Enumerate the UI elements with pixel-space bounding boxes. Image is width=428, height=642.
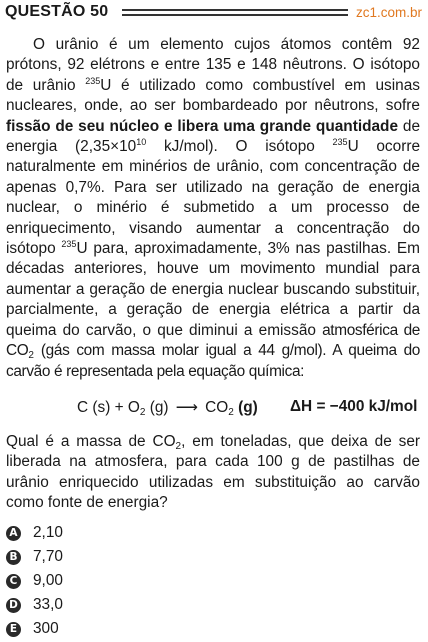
option-c-letter-icon: C	[6, 574, 21, 589]
header-divider-lines	[122, 9, 348, 16]
option-c[interactable]	[6, 569, 63, 593]
energy-exponent: 10	[136, 137, 147, 148]
answer-options	[6, 521, 63, 641]
product-co2-subscript: 2	[228, 407, 234, 418]
equation-product: CO	[205, 399, 229, 416]
question-co2-subscript: 2	[175, 441, 182, 452]
question-header	[5, 2, 422, 22]
chemical-equation	[0, 398, 428, 420]
option-c-value: 9,00	[33, 572, 63, 589]
o2-subscript: 2	[139, 407, 146, 418]
isotope-mass-2: 235	[332, 137, 348, 148]
passage-text-1: O urânio é um elemento cujos átomos contêm 92 prótons, 92 elétrons e entre 135 e 148 nêutrons. O isótopo de urânio	[6, 36, 420, 94]
option-a-letter-icon: A	[6, 526, 21, 541]
passage-text-2: U é utilizado como combustível em usinas nucleares, onde, ao ser bombardeado por nêutrons, sofre	[6, 76, 420, 115]
option-a-value: 2,10	[33, 524, 63, 541]
passage-text-6: U para, aproximadamente, 3% nas pastilhas. Em décadas anteriores, houve um movimento mundial para aumentar a geração de energia nuclear buscando substituir, parcialmente, a geração de energia elétrica a partir da queima do carvão, o que diminui a emissão	[6, 240, 421, 339]
site-watermark: zc1.com.br	[355, 4, 422, 20]
equation-o2-state: (g)	[145, 399, 169, 416]
reaction-arrow-icon: ⟶	[175, 399, 198, 416]
equation-reaction	[77, 398, 258, 417]
passage-bold-text: fissão de seu núcleo e libera uma grande quantidade	[6, 117, 399, 135]
equation-reactants: C (s) + O	[77, 399, 140, 416]
option-e-value: 300	[33, 620, 59, 637]
question-statement	[6, 432, 420, 514]
question-text-1: Qual é a massa de CO	[6, 433, 176, 450]
passage-text-7: (gás com massa molar igual a 44 g/mol). A queima do carvão é representada pela equação química:	[6, 342, 420, 380]
equation-product-state: (g)	[233, 399, 258, 416]
co2-subscript: 2	[28, 350, 34, 362]
option-a[interactable]	[6, 521, 63, 545]
question-text-2: , em toneladas, que deixa de ser liberada na atmosfera, para cada 100 g de pastilhas de urânio enriquecido utilizadas em substituição ao carvão como fonte de energia?	[6, 433, 421, 512]
option-d-value: 33,0	[33, 596, 63, 613]
equation-enthalpy: ΔH = −400 kJ/mol	[290, 398, 418, 415]
option-d-letter-icon: D	[6, 598, 21, 613]
passage-text-3: de energia (2,35×10	[6, 117, 420, 156]
option-e[interactable]	[6, 617, 63, 641]
isotope-mass-1: 235	[85, 75, 101, 86]
option-b[interactable]	[6, 545, 63, 569]
isotope-mass-3: 235	[61, 239, 77, 250]
passage-text-4: kJ/mol). O isótopo	[146, 138, 333, 156]
question-number: QUESTÃO 50	[5, 3, 109, 20]
passage-text-5: U ocorre naturalmente em minérios de urânio, com concentração de apenas 0,7%. Para ser utilizado na geração de energia nuclear, o minério é submetido a um processo de enriquecimento, visando aumentar a concentração do isótopo	[6, 138, 421, 258]
option-b-letter-icon: B	[6, 550, 21, 565]
passage	[6, 35, 420, 382]
option-b-value: 7,70	[33, 548, 63, 565]
option-d[interactable]	[6, 593, 63, 617]
passage-text-co2: atmosférica de CO	[6, 321, 421, 360]
option-e-letter-icon: E	[6, 622, 21, 637]
